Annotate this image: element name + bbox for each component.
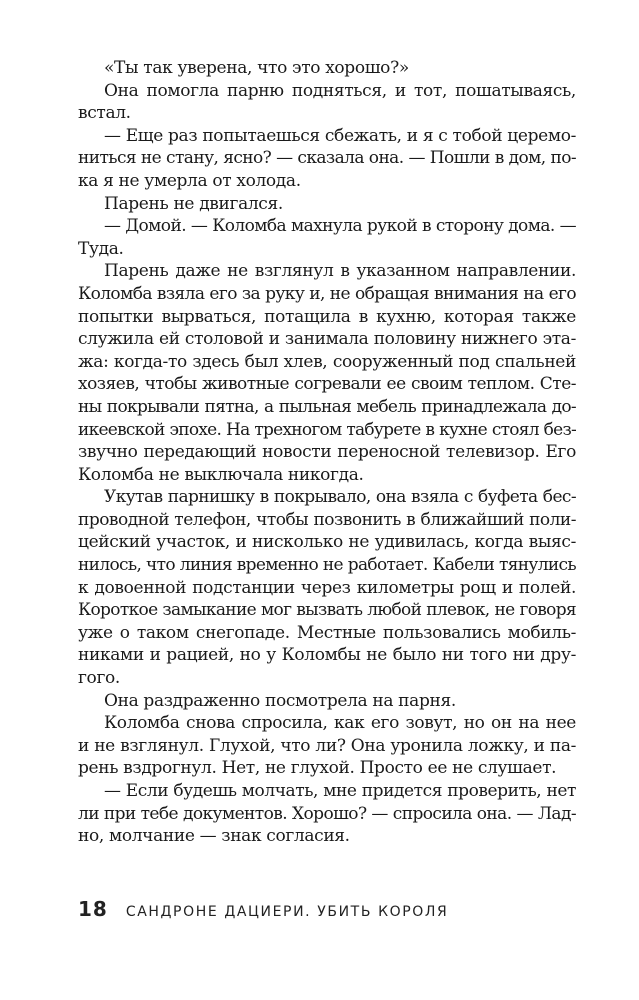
text-line: ли при тебе документов. Хорошо? — спросила она. — Лад-	[78, 803, 576, 824]
text-line: — Еще раз попытаешься сбежать, и я с тобой церемо-	[104, 125, 576, 146]
text-line: ниться не стану, ясно? — сказала она. — Пошли в дом, по-	[78, 148, 576, 169]
text-line: нилось, что линия временно не работает. Кабели тянулись	[78, 555, 576, 576]
text-line: цейский участок, и нисколько не удивилась, когда выяс-	[78, 532, 576, 553]
text-line: и не взглянул. Глухой, что ли? Она уронила ложку, и па-	[78, 735, 576, 756]
text-line: проводной телефон, чтобы позвонить в ближайший поли-	[78, 509, 576, 530]
text-line: Парень даже не взглянул в указанном направлении.	[104, 261, 576, 282]
text-line: ны покрывали пятна, а пыльная мебель принадлежала до-	[78, 396, 576, 417]
text-line: жа: когда-то здесь был хлев, сооруженный под спальней	[78, 351, 576, 372]
text-line: Коломба не выключала никогда.	[78, 464, 364, 485]
text-line: икеевской эпохе. На трехногом табурете в кухне стоял без-	[78, 419, 576, 440]
text-line: Парень не двигался.	[104, 193, 283, 214]
text-line: Короткое замыкание мог вызвать любой плевок, не говоря	[78, 600, 576, 621]
text-line: гого.	[78, 668, 120, 689]
text-line: встал.	[78, 103, 131, 124]
text-line: Туда.	[78, 238, 124, 259]
page-footer	[78, 897, 448, 921]
text-line: Коломба взяла его за руку и, не обращая внимания на его	[78, 283, 576, 304]
text-line: попытки вырваться, потащила в кухню, которая также	[78, 306, 576, 327]
text-line: Укутав парнишку в покрывало, она взяла с буфета бес-	[104, 487, 576, 508]
running-head: САНДРОНЕ ДАЦИЕРИ. УБИТЬ КОРОЛЯ	[125, 904, 449, 920]
text-line: Она раздраженно посмотрела на парня.	[104, 690, 456, 711]
text-line: никами и рацией, но у Коломбы не было ни того ни дру-	[78, 645, 576, 666]
text-line: Она помогла парню подняться, и тот, пошатываясь,	[104, 80, 576, 101]
text-line: Коломба снова спросила, как его зовут, но он на нее	[104, 713, 576, 734]
text-line: ка я не умерла от холода.	[78, 170, 301, 191]
text-line: «Ты так уверена, что это хорошо?»	[104, 58, 409, 78]
text-line: рень вздрогнул. Нет, не глухой. Просто ее не слушает.	[78, 758, 557, 779]
text-line: уже о таком снегопаде. Местные пользовались мобиль-	[78, 622, 576, 643]
text-line: хозяев, чтобы животные согревали ее своим теплом. Сте-	[78, 374, 576, 395]
text-line: — Если будешь молчать, мне придется проверить, нет	[104, 781, 576, 801]
text-line: но, молчание — знак согласия.	[78, 826, 350, 847]
page-number: 18	[78, 897, 108, 921]
text-line: звучно передающий новости переносной телевизор. Его	[78, 442, 576, 463]
text-line: служила ей столовой и занимала половину нижнего эта-	[78, 329, 576, 350]
text-line: к довоенной подстанции через километры рощ и полей.	[78, 577, 576, 598]
text-line: — Домой. — Коломба махнула рукой в сторону дома. —	[104, 216, 576, 237]
page-body	[78, 57, 576, 848]
